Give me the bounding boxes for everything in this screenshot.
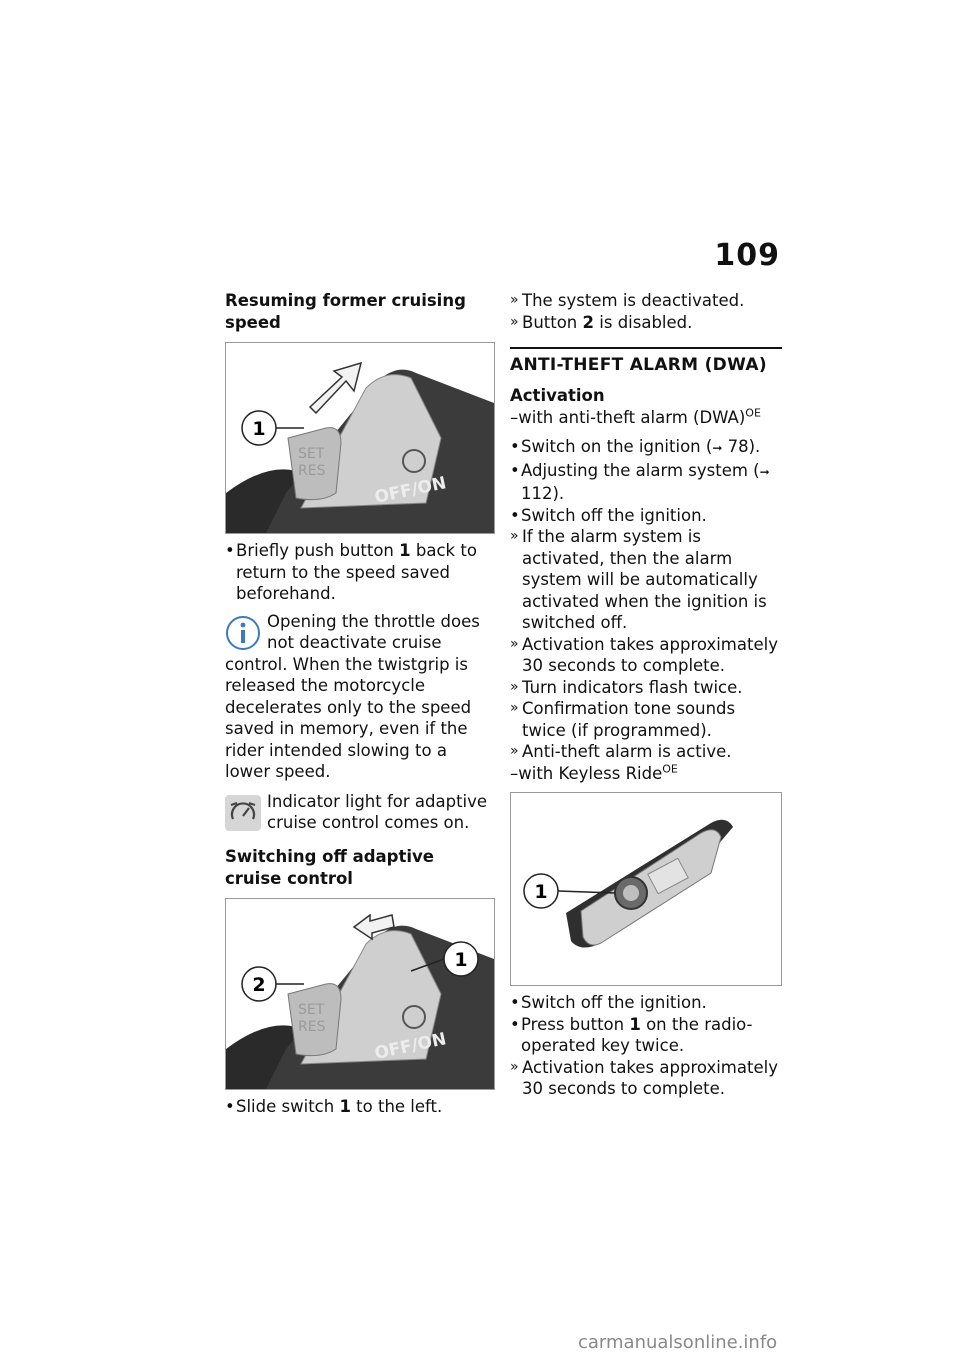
r2-ref: 2	[582, 312, 595, 332]
result-alarm-activated: » If the alarm system is activated, then the alarm system will be automatically activated when the ignition is switched off.	[510, 526, 782, 634]
step2-text: Slide switch	[236, 1096, 335, 1116]
page-number: 109	[714, 238, 780, 273]
left-column	[225, 290, 495, 1117]
step-briefly-push	[225, 540, 495, 605]
figure-off-on-switch	[225, 898, 495, 1090]
oe-marker: OE	[745, 406, 761, 419]
section-divider	[510, 347, 782, 377]
b5-ref: 1	[629, 1014, 641, 1034]
figure-set-res-button	[225, 342, 495, 534]
step2-ref: 1	[339, 1096, 351, 1116]
b5-text2: on the radio-operated key twice.	[521, 1014, 753, 1055]
step-slide-switch	[225, 1096, 495, 1118]
fig2-set-label: SET	[298, 1001, 325, 1018]
heading-activation: Activation	[510, 385, 605, 405]
result-alarm-active: » Anti-theft alarm is active.	[510, 741, 782, 763]
right-column	[510, 290, 782, 1100]
oe-marker: OE	[662, 762, 678, 775]
result-confirmation-tone: » Confirmation tone sounds twice (if programmed).	[510, 698, 782, 741]
info-icon	[225, 615, 261, 651]
figure-radio-key	[510, 792, 782, 986]
fig3-callout-1: 1	[534, 881, 548, 903]
step-press-key-button	[510, 1014, 782, 1057]
indicator-note-text: Indicator light for adaptive cruise control comes on.	[267, 791, 488, 832]
page-ref-arrow-icon: ➞	[712, 441, 723, 455]
condition-dwa	[510, 407, 782, 429]
fig1-callout-1: 1	[252, 418, 266, 440]
fig2-callout-1: 1	[454, 948, 468, 971]
b1-text: Switch on the ignition (	[521, 437, 713, 456]
fig2-callout-2: 2	[252, 973, 266, 996]
result-activation-time: » Activation takes approximately 30 seconds to complete.	[510, 634, 782, 677]
b2-ref[interactable]: 112	[521, 484, 553, 503]
step1-ref: 1	[399, 541, 411, 560]
step-switch-off-ignition: • Switch off the ignition.	[510, 505, 782, 527]
heading-anti-theft-alarm: ANTI-THEFT ALARM (DWA)	[510, 355, 767, 375]
step-switch-off-ignition-2: • Switch off the ignition.	[510, 992, 782, 1014]
fig1-res-label: RES	[298, 463, 326, 479]
page-ref-arrow-icon: ➞	[759, 464, 770, 479]
result-activation-time-2: » Activation takes approximately 30 seconds to complete.	[510, 1057, 782, 1100]
cruise-control-indicator-icon	[225, 795, 261, 831]
b5-text: Press button	[521, 1014, 625, 1034]
cond2-text: –with Keyless Ride	[510, 763, 663, 783]
b1-text2: ).	[748, 437, 761, 456]
fig2-res-label: RES	[298, 1018, 326, 1035]
cond1-text: –with anti-theft alarm (DWA)	[510, 407, 746, 427]
fig1-offon-label: OFF/ON	[372, 473, 449, 508]
r2-text: Button	[522, 312, 578, 332]
watermark: carmanualsonline.info	[578, 1332, 778, 1353]
condition-keyless-ride	[510, 763, 782, 785]
r2-text2: is disabled.	[599, 312, 693, 332]
heading-resuming-speed: Resuming former cruising speed	[225, 291, 466, 332]
step-adjust-alarm	[510, 460, 782, 505]
info-note-text: Opening the throttle does not deactivate cruise control. When the twistgrip is released the motorcycle decelerates only to the speed saved in memory, even if the rider intended slowing to a lower speed.	[225, 611, 480, 781]
b1-ref[interactable]: 78	[727, 437, 749, 456]
indicator-note	[225, 791, 495, 834]
heading-switch-off-cruise: Switching off adaptive cruise control	[225, 846, 434, 888]
result-indicators-flash: » Turn indicators flash twice.	[510, 677, 782, 699]
b2-text: Adjusting the alarm system (	[521, 460, 760, 480]
step-switch-on-ignition	[510, 436, 782, 460]
fig1-set-label: SET	[298, 446, 325, 462]
step1-text2: back to return to the speed saved beforehand.	[236, 541, 477, 603]
result-deactivated: » The system is deactivated.	[510, 290, 782, 312]
step1-text: Briefly push button	[236, 541, 394, 560]
result-button-disabled	[510, 312, 782, 334]
fig2-offon-label: OFF/ON	[372, 1028, 449, 1064]
b2-text2: ).	[552, 484, 565, 503]
info-note	[225, 611, 495, 783]
step2-text2: to the left.	[356, 1096, 443, 1116]
